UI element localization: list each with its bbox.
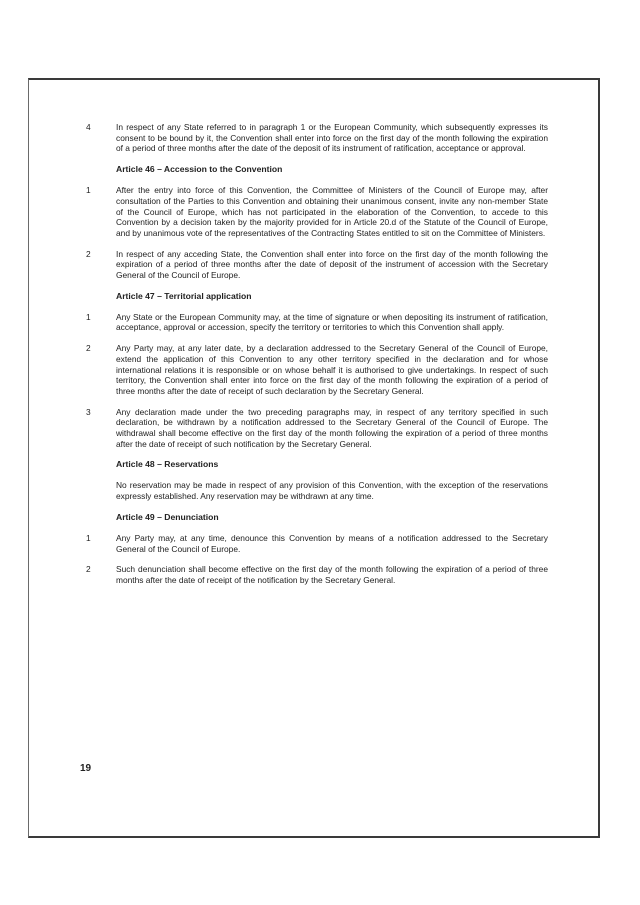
paragraph-number: 2: [86, 564, 91, 575]
paragraph-number: 2: [86, 248, 91, 259]
article-49-heading: Article 49 – Denunciation: [116, 511, 219, 522]
document-body: [86, 122, 548, 596]
paragraph-49-2: [86, 564, 548, 585]
paragraph-text: After the entry into force of this Convention, the Committee of Ministers of the Council of Europe may, after consultation of the Parties to this Convention and obtaining their unanimous consent, invite any non-member State of the Council of Europe, which has not participated in the elaboration of the Convention, to accede to this Convention by a decision taken by the majority provided for in Article 20.d of the Statute of the Council of Europe, and by unanimous vote of the representatives of the Contracting States entitled to sit on the Committee of Ministers.: [116, 185, 548, 238]
paragraph-47-1: [86, 311, 548, 333]
paragraph-text: Any declaration made under the two preceding paragraphs may, in respect of any territory specified in such declaration, be withdrawn by a notification addressed to the Secretary General of the Council of Europe. The withdrawal shall become effective on the first day of the month following the expiration of a period of three months after the date of receipt of such notification by the Secretary General.: [116, 406, 548, 449]
paragraph-46-1: [86, 185, 548, 239]
article-48-heading: Article 48 – Reservations: [116, 459, 219, 470]
paragraph-47-3: [86, 406, 548, 450]
paragraph-45-4: [86, 122, 548, 154]
paragraph-number: 1: [86, 185, 91, 196]
page-number: 19: [80, 763, 92, 774]
paragraph-number: 1: [86, 311, 91, 322]
paragraph-text: Such denunciation shall become effective on the first day of the month following the expiration of a period of three months after the date of receipt of the notification by the Secretary General.: [116, 564, 548, 585]
paragraph-number: 3: [86, 406, 91, 417]
article-46-heading: Article 46 – Accession to the Convention: [116, 164, 283, 175]
paragraph-number: 4: [86, 122, 91, 132]
paragraph-number: 2: [86, 343, 91, 354]
paragraph-text: No reservation may be made in respect of any provision of this Convention, with the exception of the reservations expressly established. Any reservation may be withdrawn at any time.: [116, 480, 548, 502]
paragraph-text: Any Party may, at any time, denounce this Convention by means of a notification addressed to the Secretary General of the Council of Europe.: [116, 532, 548, 554]
paragraph-number: 1: [86, 532, 91, 543]
paragraph-text: In respect of any acceding State, the Convention shall enter into force on the first day of the month following the expiration of a period of three months after the date of deposit of the instrument of accession with the Secretary General of the Council of Europe.: [116, 248, 548, 281]
paragraph-46-2: [86, 248, 548, 281]
article-47-heading: Article 47 – Territorial application: [116, 290, 252, 301]
paragraph-text: Any Party may, at any later date, by a declaration addressed to the Secretary General of the Council of Europe, extend the application of this Convention to any other territory specified in the declaration and for whose international relations it is responsible or on whose behalf it is authorised to give undertakings. In respect of such territory, the Convention shall enter into force on the first day of the month following the expiration of a period of three months after the date of receipt of such declaration by the Secretary General.: [116, 343, 548, 396]
paragraph-48: [116, 480, 548, 501]
paragraph-49-1: [86, 532, 548, 554]
paragraph-text: In respect of any State referred to in paragraph 1 or the European Community, which subsequently expresses its consent to be bound by it, the Convention shall enter into force on the first day of the month following the expiration of a period of three months after the date of the deposit of its instrument of ratification, acceptance or approval.: [116, 122, 548, 154]
paragraph-text: Any State or the European Community may, at the time of signature or when depositing its instrument of ratification, acceptance, approval or accession, specify the territory or territories to which this Convention shall apply.: [116, 311, 548, 333]
paragraph-47-2: [86, 343, 548, 397]
